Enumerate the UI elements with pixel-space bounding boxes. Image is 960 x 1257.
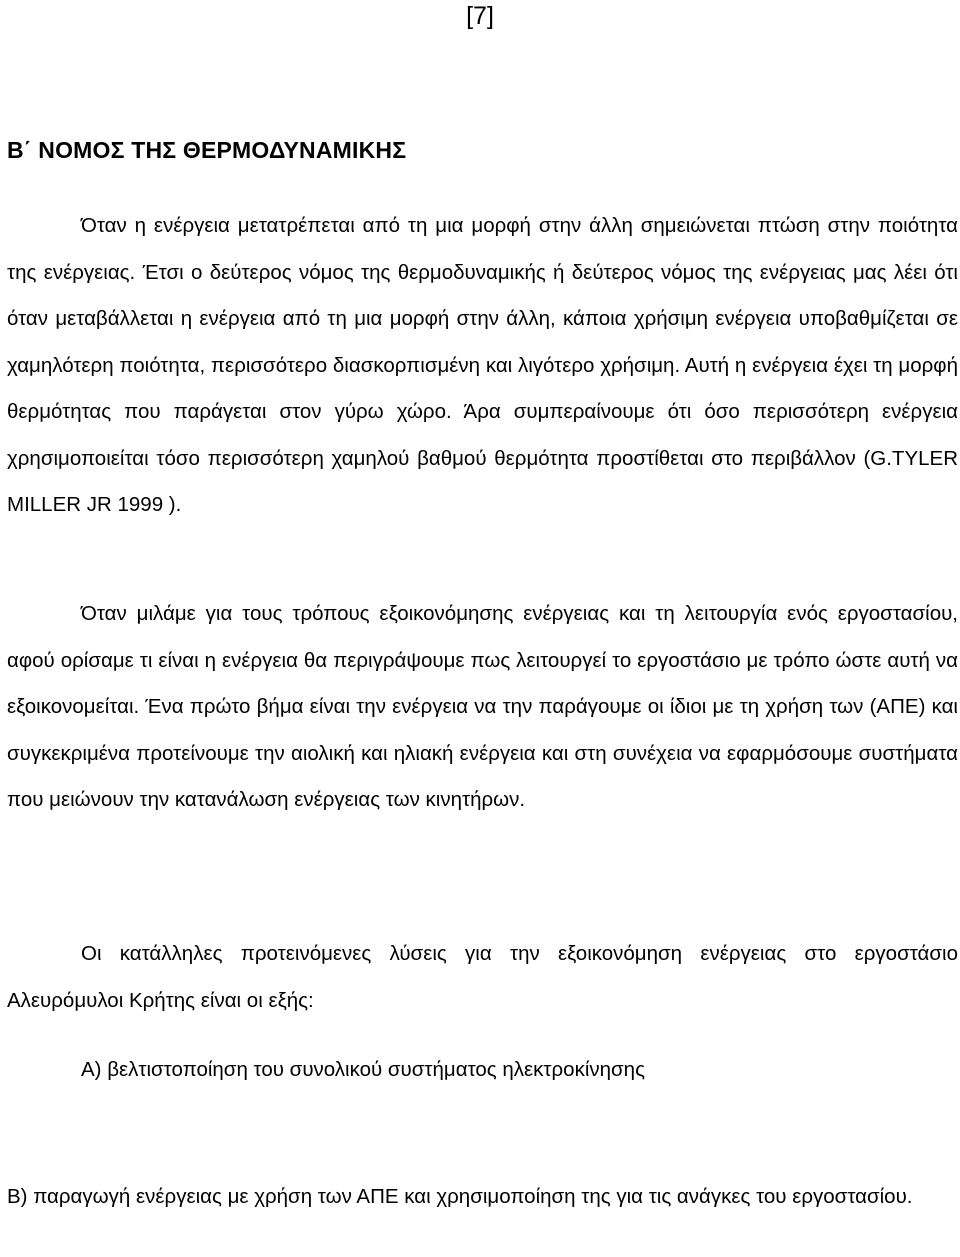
paragraph-text: Οι κατάλληλες προτεινόμενες λύσεις για την εξοικονόμηση ενέργειας στο εργοστάσιο Αλευρόμυλοι Κρήτης είναι οι εξής: <box>7 942 958 1012</box>
paragraph-energy-saving <box>7 591 958 824</box>
list-item-a: Α) βελτιστοποίηση του συνολικού συστήματος ηλεκτροκίνησης <box>81 1058 645 1081</box>
paragraph-text: Όταν μιλάμε για τους τρόπους εξοικονόμησης ενέργειας και τη λειτουργία ενός εργοστασίου, αφού ορίσαμε τι είναι η ενέργεια θα περιγράψουμε πως λειτουργεί το εργοστάσιο με τρόπο ώστε αυτή να εξοικονομείται. Ένα πρώτο βήμα είναι την ενέργεια να την παράγουμε οι ίδιοι με τη χρήση των (ΑΠΕ) και συγκεκριμένα προτείνουμε την αιολική και ηλιακή ενέργεια και στη συνέχεια να εφαρμόσουμε συστήματα που μειώνουν την κατανάλωση ενέργειας των κινητήρων. <box>7 602 958 811</box>
paragraph-second-law <box>7 203 958 529</box>
page-number: [7] <box>466 2 494 30</box>
list-item-b: Β) παραγωγή ενέργειας με χρήση των ΑΠΕ και χρησιμοποίηση της για τις ανάγκες του εργοστασίου. <box>7 1185 913 1208</box>
section-heading: Β΄ ΝΟΜΟΣ ΤΗΣ ΘΕΡΜΟΔΥΝΑΜΙΚΗΣ <box>7 137 407 163</box>
paragraph-text: Όταν η ενέργεια μετατρέπεται από τη μια μορφή στην άλλη σημειώνεται πτώση στην ποιότητα της ενέργειας. Έτσι ο δεύτερος νόμος της θερμοδυναμικής ή δεύτερος νόμος της ενέργειας μας λέει ότι όταν μεταβάλλεται η ενέργεια από τη μια μορφή στην άλλη, κάποια χρήσιμη ενέργεια υποβαθμίζεται σε χαμηλότερη ποιότητα, περισσότερο διασκορπισμένη και λιγότερο χρήσιμη. Αυτή η ενέργεια έχει τη μορφή θερμότητας που παράγεται στον γύρω χώρο. Άρα συμπεραίνουμε ότι όσο περισσότερη ενέργεια χρησιμοποιείται τόσο περισσότερη χαμηλού βαθμού θερμότητα προστίθεται στο περιβάλλον (G.TYLER MILLER JR 1999 ). <box>7 214 958 516</box>
paragraph-proposed-solutions <box>7 931 958 1024</box>
